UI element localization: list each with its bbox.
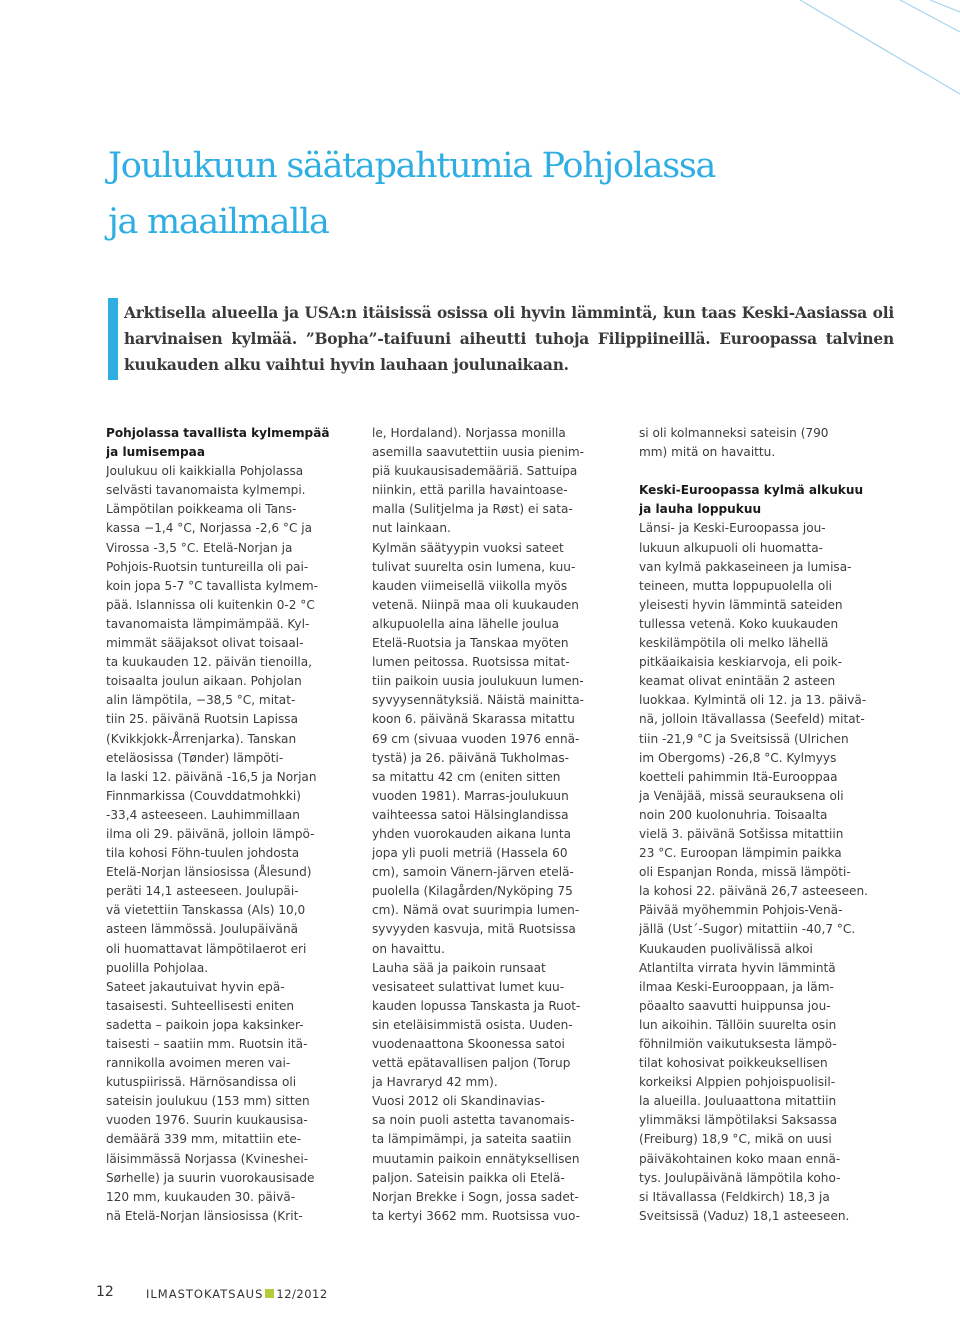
decor-line [900, 0, 960, 32]
body-text-line: malla (Sulitjelma ja Røst) ei sata- [372, 502, 573, 517]
body-text-line: vetenä. Niinpä maa oli kuukauden [372, 597, 579, 612]
body-text-line: cm). Nämä ovat suurimpia lumen- [372, 903, 580, 918]
body-text-line: (Freiburg) 18,9 °C, mikä on uusi [639, 1132, 832, 1147]
body-text-line: ja Havraryd 42 mm). [372, 1075, 498, 1090]
body-text-line: sin eteläisimmistä osista. Uuden- [372, 1017, 573, 1032]
body-text-line: ta kuukauden 12. päivän tienoilla, [106, 655, 312, 670]
body-text-line: nä, jolloin Itävallassa (Seefeld) mitat- [639, 712, 865, 727]
body-text-line: (Kvikkjokk-Årrenjarka). Tanskan [106, 731, 297, 746]
body-text-line: asemilla saavutettiin uusia pienim- [372, 445, 585, 460]
body-text-line: sadetta – paikoin jopa kaksinker- [106, 1017, 304, 1032]
title-line: Joulukuun säätapahtumia Pohjolassa [108, 146, 716, 186]
body-text-line: asteen lämmössä. Joulupäivänä [106, 922, 299, 937]
body-text-line: tiin -21,9 °C ja Sveitsissä (Ulrichen [639, 731, 849, 746]
body-text-line: nut lainkaan. [372, 521, 451, 536]
body-text-line: Finnmarkissa (Couvddatmohkki) [106, 788, 301, 803]
subheading-line: ja lumisempaa [106, 445, 205, 460]
body-text-line: Sveitsissä (Vaduz) 18,1 asteeseen. [639, 1208, 850, 1223]
body-text-line: -33,4 asteeseen. Lauhimmillaan [106, 807, 300, 822]
body-text-line: 69 cm (sivuaa vuoden 1976 ennä- [372, 731, 580, 746]
body-text-line: lun aikoihin. Tällöin suurelta osin [639, 1017, 837, 1032]
text-column-1 [106, 424, 348, 1226]
body-text-line: Sørhelle) ja suurin vuorokausisade [106, 1170, 315, 1185]
body-text-line: tys. Joulupäivänä lämpötila koho- [639, 1170, 841, 1185]
body-text-line: keamat olivat enintään 2 asteen [639, 674, 836, 689]
body-text-line: luokkaa. Kylmintä oli 12. ja 13. päivä- [639, 693, 867, 708]
text-column-2 [372, 424, 614, 1226]
body-text-line: van kylmä pakkaseineen ja lumisa- [639, 559, 852, 574]
lead-paragraph: Arktisella alueella ja USA:n itäisissä osissa oli hyvin lämmintä, kun taas Keski-Aasiassa oli harvinaisen kylmää. ”Bopha”-taifuuni aiheutti tuhoja Filippiineillä. Euroopassa talvinen kuukauden alku vaihtui hyvin lauhaan joulunaikaan. [124, 304, 894, 374]
body-text-line: teineen, mutta loppupuolella oli [639, 578, 833, 593]
body-text-line: ja Venäjää, missä seurauksena oli [639, 788, 844, 803]
body-text-line: vuoden 1981). Marras-joulukuun [372, 788, 569, 803]
body-text-line: keskilämpötila oli melko lähellä [639, 636, 829, 651]
subheading-line: Keski-Euroopassa kylmä alkukuu [639, 483, 864, 498]
issue-number: 12/2012 [276, 1287, 328, 1301]
body-text-line: oli huomattavat lämpötilaerot eri [106, 941, 307, 956]
body-text-line: le, Hordaland). Norjassa monilla [372, 426, 566, 440]
body-text-line: tiin 25. päivänä Ruotsin Lapissa [106, 712, 299, 727]
body-text-line: Päivää myöhemmin Pohjois-Venä- [639, 903, 843, 918]
body-text-line: Etelä-Ruotsia ja Tanskaa myöten [372, 636, 569, 651]
body-text-line: alkupuolella aina lähelle joulua [372, 616, 560, 631]
body-text-line: taisesti – saatiin mm. Ruotsin itä- [106, 1037, 308, 1051]
body-text-line: puolella (Kilagården/Nyköping 75 [372, 884, 573, 899]
body-text-line: yhden vuorokauden aikana lunta [372, 826, 572, 841]
body-text-line: sateisin joulukuu (153 mm) sitten [106, 1094, 310, 1109]
body-text-line: korkeiksi Alppien pohjoispuolisil- [639, 1075, 836, 1090]
article-title [108, 138, 868, 250]
subheading-line: ja lauha loppukuu [639, 502, 762, 517]
body-text-line: vesisateet sulattivat lumet kuu- [372, 979, 565, 994]
body-text-line: koin jopa 5-7 °C tavallista kylmem- [106, 578, 319, 593]
body-text-line: jopa yli puoli metriä (Hassela 60 [372, 846, 568, 861]
body-text-line: jällä (Ust´-Sugor) mitattiin -40,7 °C. [639, 922, 856, 937]
body-text-line: on havaittu. [372, 941, 445, 956]
body-text-line: peräti 14,1 asteeseen. Joulupäi- [106, 884, 299, 899]
subheading-line: Pohjolassa tavallista kylmempää [106, 426, 330, 440]
body-text-line: la laski 12. päivänä -16,5 ja Norjan [106, 769, 317, 784]
body-text-line: Atlantilta virrata hyvin lämmintä [639, 960, 836, 975]
lead-accent-bar [108, 298, 118, 380]
body-text-line: tullessa vetenä. Koko kuukauden [639, 616, 839, 631]
body-text-line: si oli kolmanneksi sateisin (790 [639, 426, 829, 440]
body-text-line: tasaisesti. Suhteellisesti eniten [106, 998, 295, 1013]
body-text-line: pöaalto saavutti huippunsa jou- [639, 998, 831, 1013]
body-text-line: ilma oli 29. päivänä, jolloin lämpö- [106, 826, 315, 841]
body-text-line: puolilla Pohjolaa. [106, 960, 209, 975]
decor-line [800, 0, 960, 94]
body-text-line: vielä 3. päivänä Sotšissa mitattiin [639, 826, 844, 841]
body-text-line: tilat kohosivat poikkeuksellisen [639, 1056, 828, 1071]
body-text-line: kauden lopussa Tanskasta ja Ruot- [372, 998, 581, 1013]
body-text-line: eteläosissa (Tønder) lämpöti- [106, 750, 284, 765]
body-text-line: noin 200 kuolonuhria. Toisaalta [639, 807, 828, 822]
body-text-line: vuodenaattona Skoonessa satoi [372, 1037, 565, 1051]
body-text-line [639, 462, 881, 481]
body-text-line: päiväkohtainen koko maan ennä- [639, 1151, 841, 1166]
body-text-line: mm) mitä on havaittu. [639, 445, 776, 460]
body-text-line: Kuukauden puolivälissä alkoi [639, 941, 813, 956]
body-text-line: tystä) ja 26. päivänä Tukholmas- [372, 750, 570, 765]
body-text-line: tulivat suurelta osin lumena, kuu- [372, 559, 576, 574]
body-text-line: demäärä 339 mm, mitattiin ete- [106, 1132, 302, 1147]
square-icon [265, 1289, 274, 1298]
publication-name: ILMASTOKATSAUS [146, 1287, 264, 1301]
body-text-line: lukuun alkupuoli oli huomatta- [639, 540, 824, 555]
body-text-line: koon 6. päivänä Skarassa mitattu [372, 712, 575, 727]
text-column-3 [639, 424, 881, 1226]
body-text-line: vettä epätavallisen paljon (Torup [372, 1056, 571, 1071]
body-text-line: tila kohosi Föhn-tuulen johdosta [106, 846, 300, 861]
body-text-line: selvästi tavanomaista kylmempi. [106, 483, 306, 498]
corner-decoration [0, 0, 960, 120]
body-text-line: kassa −1,4 °C, Norjassa -2,6 °C ja [106, 521, 313, 536]
body-text-line: pää. Islannissa oli kuitenkin 0-2 °C [106, 597, 315, 612]
body-text-line: kauden viimeisellä viikolla myös [372, 578, 568, 593]
title-line: ja maailmalla [108, 202, 329, 242]
body-text-line: Sateet jakautuivat hyvin epä- [106, 979, 285, 994]
body-text-line: alin lämpötila, −38,5 °C, mitat- [106, 693, 296, 708]
page-number: 12 [96, 1284, 114, 1300]
body-text-line: toisaalta joulun aikaan. Pohjolan [106, 674, 302, 689]
body-text-line: rannikolla avoimen meren vai- [106, 1056, 291, 1071]
body-text-line: kutuspiirissä. Härnösandissa oli [106, 1075, 297, 1090]
body-text-line: sa mitattu 42 cm (eniten sitten [372, 769, 561, 784]
body-text-line: Kylmän säätyypin vuoksi sateet [372, 540, 564, 555]
body-text-line: föhnilmiön vaikutuksesta lämpö- [639, 1037, 837, 1051]
body-text-line: Pohjois-Ruotsin tuntureilla oli pai- [106, 559, 309, 574]
body-text-line: la kohosi 22. päivänä 26,7 asteeseen. [639, 884, 868, 899]
body-text-line: 23 °C. Euroopan lämpimin paikka [639, 846, 842, 861]
publication-info [146, 1287, 328, 1301]
body-text-line: pitkäaikaisia keskiarvoja, eli poik- [639, 655, 843, 670]
body-text-line: cm), samoin Vänern-järven etelä- [372, 865, 574, 880]
body-text-line: niinkin, että parilla havaintoase- [372, 483, 568, 498]
decor-line [930, 0, 960, 12]
body-text-line: ta kertyi 3662 mm. Ruotsissa vuo- [372, 1208, 580, 1223]
body-text-line: mimmät sääjaksot olivat toisaal- [106, 636, 304, 651]
body-text-line: yleisesti hyvin lämmintä sateiden [639, 597, 843, 612]
body-text-line: si Itävallassa (Feldkirch) 18,3 ja [639, 1189, 830, 1204]
body-text-line: vä vietettiin Tanskassa (Als) 10,0 [106, 903, 306, 918]
body-text-line: Lauha sää ja paikoin runsaat [372, 960, 546, 975]
body-text-line: vuoden 1976. Suurin kuukausisa- [106, 1113, 308, 1128]
body-text-line: nä Etelä-Norjan länsiosissa (Krit- [106, 1208, 303, 1223]
body-text-line: Joulukuu oli kaikkialla Pohjolassa [106, 464, 304, 479]
body-text-line: piä kuukausisademääriä. Sattuipa [372, 464, 578, 479]
body-text-line: sa noin puoli astetta tavanomais- [372, 1113, 575, 1128]
body-text-line: paljon. Sateisin paikka oli Etelä- [372, 1170, 565, 1185]
body-text-line: läisimmässä Norjassa (Kvineshei- [106, 1151, 309, 1166]
body-text-line: ta lämpimämpi, ja sateita saatiin [372, 1132, 572, 1147]
body-text-line: tavanomaista lämpimämpää. Kyl- [106, 616, 310, 631]
body-text-line: muutamin paikoin ennätyksellisen [372, 1151, 580, 1166]
body-text-line: Etelä-Norjan länsiosissa (Ålesund) [106, 865, 312, 880]
body-text-line: Länsi- ja Keski-Euroopassa jou- [639, 521, 826, 536]
body-text-line: 120 mm, kuukauden 30. päivä- [106, 1189, 296, 1204]
body-text-line: tiin paikoin uusia joulukuun lumen- [372, 674, 584, 689]
body-text-line: oli Espanjan Ronda, missä lämpöti- [639, 865, 851, 880]
body-text-line: syvyysennätyksiä. Näistä mainitta- [372, 693, 585, 708]
body-text-line: Virossa -3,5 °C. Etelä-Norjan ja [106, 540, 293, 555]
body-text-line: lumen peitossa. Ruotsissa mitat- [372, 655, 570, 670]
body-text-line: la alueilla. Jouluaattona mitattiin [639, 1094, 837, 1109]
body-text-line: ilmaa Keski-Eurooppaan, ja läm- [639, 979, 834, 994]
body-text-line: Vuosi 2012 oli Skandinavias- [372, 1094, 545, 1109]
body-text-line: vaihteessa satoi Hälsinglandissa [372, 807, 569, 822]
body-text-line: koetteli pahimmin Itä-Eurooppaa [639, 769, 838, 784]
body-text-line: Lämpötilan poikkeama oli Tans- [106, 502, 297, 517]
body-text-line: Norjan Brekke i Sogn, jossa sadet- [372, 1189, 579, 1204]
body-text-line: im Obergoms) -26,8 °C. Kylmyys [639, 750, 837, 765]
body-text-line: ylimmäksi lämpötilaksi Saksassa [639, 1113, 838, 1128]
body-text-line: syvyyden kasvuja, mitä Ruotsissa [372, 922, 576, 937]
